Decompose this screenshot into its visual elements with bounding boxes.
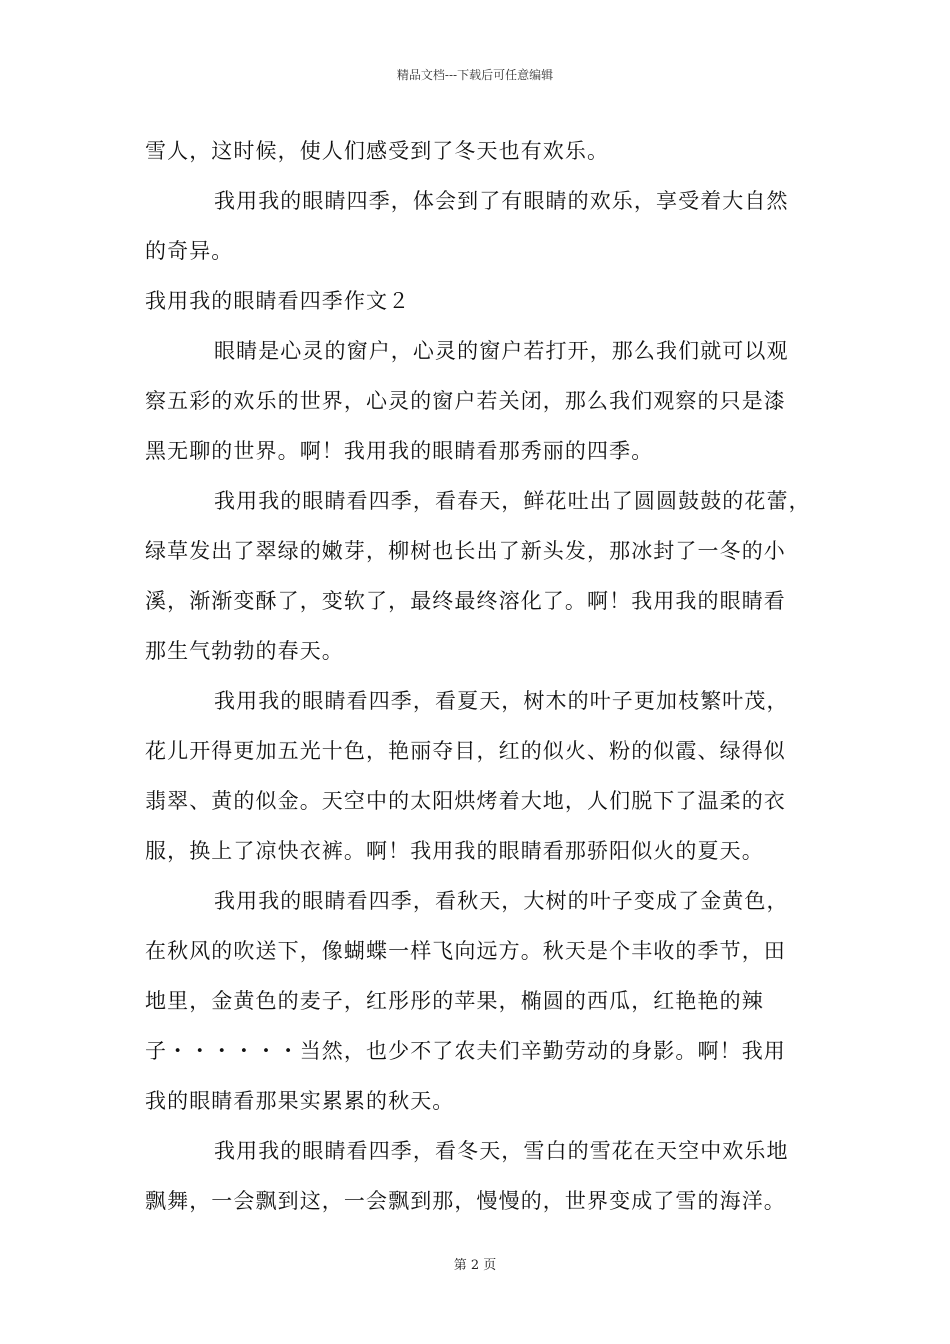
body-line: 黑无聊的世界。啊！我用我的眼睛看那秀丽的四季。 xyxy=(145,439,654,463)
body-line: 飘舞，一会飘到这，一会飘到那，慢慢的，世界变成了雪的海洋。 xyxy=(145,1189,786,1213)
paragraph-start-line: 我用我的眼睛四季，体会到了有眼睛的欢乐，享受着大自然 xyxy=(214,189,789,213)
paragraph-start-line: 我用我的眼睛看四季，看春天，鲜花吐出了圆圆鼓鼓的花蕾， xyxy=(214,489,811,513)
page-number: 第 2 页 xyxy=(453,1258,497,1273)
body-line: 绿草发出了翠绿的嫩芽，柳树也长出了新头发，那冰封了一冬的小 xyxy=(145,539,786,563)
body-line: 花儿开得更加五光十色，艳丽夺目，红的似火、粉的似霞、绿得似 xyxy=(145,739,786,763)
page-header: 精品文档---下载后可任意编辑 xyxy=(396,68,554,82)
body-line: 溪，渐渐变酥了，变软了，最终最终溶化了。啊！我用我的眼睛看 xyxy=(145,589,786,613)
body-line: 那生气勃勃的春天。 xyxy=(145,639,344,663)
body-line: 雪人，这时候，使人们感受到了冬天也有欢乐。 xyxy=(145,139,610,163)
body-line: 我的眼睛看那果实累累的秋天。 xyxy=(145,1089,455,1113)
body-line: 子・・・・・・当然，也少不了农夫们辛勤劳动的身影。啊！我用 xyxy=(145,1039,786,1063)
body-line: 地里，金黄色的麦子，红彤彤的苹果，椭圆的西瓜，红艳艳的辣 xyxy=(145,989,764,1013)
body-line: 的奇异。 xyxy=(145,239,234,263)
body-line: 在秋风的吹送下，像蝴蝶一样飞向远方。秋天是个丰收的季节，田 xyxy=(145,939,786,963)
paragraph-start-line: 我用我的眼睛看四季，看冬天，雪白的雪花在天空中欢乐地 xyxy=(214,1139,789,1163)
section-title: 我用我的眼睛看四季作文２ xyxy=(145,289,411,313)
paragraph-start-line: 我用我的眼睛看四季，看秋天，大树的叶子变成了金黄色， xyxy=(214,889,789,913)
paragraph-start-line: 眼睛是心灵的窗户，心灵的窗户若打开，那么我们就可以观 xyxy=(214,339,789,363)
body-line: 察五彩的欢乐的世界，心灵的窗户若关闭，那么我们观察的只是漆 xyxy=(145,389,786,413)
body-line: 服，换上了凉快衣裤。啊！我用我的眼睛看那骄阳似火的夏天。 xyxy=(145,839,764,863)
body-line: 翡翠、黄的似金。天空中的太阳烘烤着大地，人们脱下了温柔的衣 xyxy=(145,789,786,813)
paragraph-start-line: 我用我的眼睛看四季，看夏天，树木的叶子更加枝繁叶茂， xyxy=(214,689,789,713)
